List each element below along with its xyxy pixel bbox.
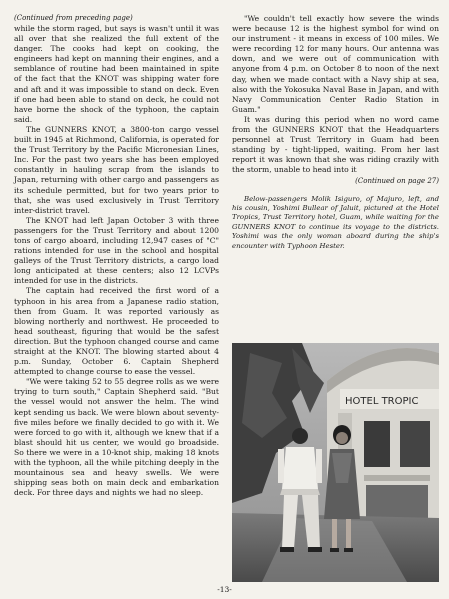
right-column <box>232 14 439 257</box>
article-paragraph: It was during this period when no word came from the GUNNERS KNOT that the Headquarters personnel at Trust Territory in Guam had been standing by - tight-lipped, waiting. From her last report it was known that she was riding crazily with the storm, unable to head into it <box>232 114 439 175</box>
article-paragraph: "We were taking 52 to 55 degree rolls as we were trying to turn south," Captain Shepherd said. "But the vessel would not answer the helm. The wind kept sending us back. We were blown about seventy-five miles before we finally decided to go with it. We were forced to go with it, although we knew that if a blast should hit us center, we would go broadside. So there we were in a 10-knot ship, making 18 knots with the typhoon, all the while pitching deeply in the mountainous sea and heavy swells. We were shipping seas both on main deck and embarkation deck. For three days and nights we had no sleep. <box>14 377 219 498</box>
article-paragraph: The KNOT had left Japan October 3 with three passengers for the Trust Territory and about 1200 tons of cargo aboard, including 12,947 cases of "C" rations intended for use in the school and hospital galleys of the Trust Territory districts, a cargo load long anticipated at these centers; also 12 LCVPs intended for use in the districts. <box>14 215 219 286</box>
continued-from-note: (Continued from preceding page) <box>14 14 133 22</box>
page-number: -13- <box>217 585 232 594</box>
article-paragraph: The captain had received the first word of a typhoon in his area from a Japanese radio station, then from Guam. It was reported variously as blowing northerly and northwest. He proceeded to head southeast, figuring that would be the safest direction. But the typhoon changed course and came straight at the KNOT. The blowing started about 4 p.m. Sunday, October 6. Captain Shepherd attempted to change course to ease the vessel. <box>14 286 219 377</box>
article-paragraph: while the storm raged, but says is wasn't until it was all over that she realized the full extent of the danger. The cooks had kept on cooking, the engineers had kept on manning their engines, and a semblance of routine had been maintained in spite of the fact that the KNOT was shipping water fore and aft and it was impossible to stand on deck. Even if one had been able to stand on deck, he could not have borne the shock of the typhoon, the captain said. <box>14 24 219 124</box>
continued-on-note: (Continued on page 27) <box>355 176 439 185</box>
left-column <box>14 14 219 498</box>
photo-illustration <box>232 343 439 582</box>
hotel-tropics-photo <box>232 343 439 582</box>
article-paragraph: The GUNNERS KNOT, a 3800-ton cargo vessel built in 1945 at Richmond, California, is operated for the Trust Territory by the Pacific Micronesian Lines, Inc. For the past two years she has been employed constantly in hauling scrap from the islands to Japan, returning with other cargo and passengers as its schedule permitted, but for two years prior to that, she was used exclusively in Trust Territory inter-district travel. <box>14 124 219 215</box>
photo-caption: Below-passengers Molik Isiguro, of Majuro, left, and his cousin, Yoshimi Bullear of Jaluit, pictured at the Hotel Tropics, Trust Territory hotel, Guam, while waiting for the GUNNERS KNOT to continue its voyage to the districts. Yoshimi was the only woman aboard during the ship's encounter with Typhoon Hester. <box>232 194 439 250</box>
hotel-sign-text: HOTEL TROPIC <box>345 396 419 407</box>
article-paragraph: "We couldn't tell exactly how severe the winds were because 12 is the highest symbol for wind on our instrument - it means in excess of 100 miles. We were recording 12 for many hours. Our antenna was down, and we were out of communication with anyone from 4 p.m. on October 8 to noon of the next day, when we made contact with a Navy ship at sea, also with the Yokosuka Naval Base in Japan, and with Navy Communication Center Radio Station in Guam." <box>232 14 439 114</box>
